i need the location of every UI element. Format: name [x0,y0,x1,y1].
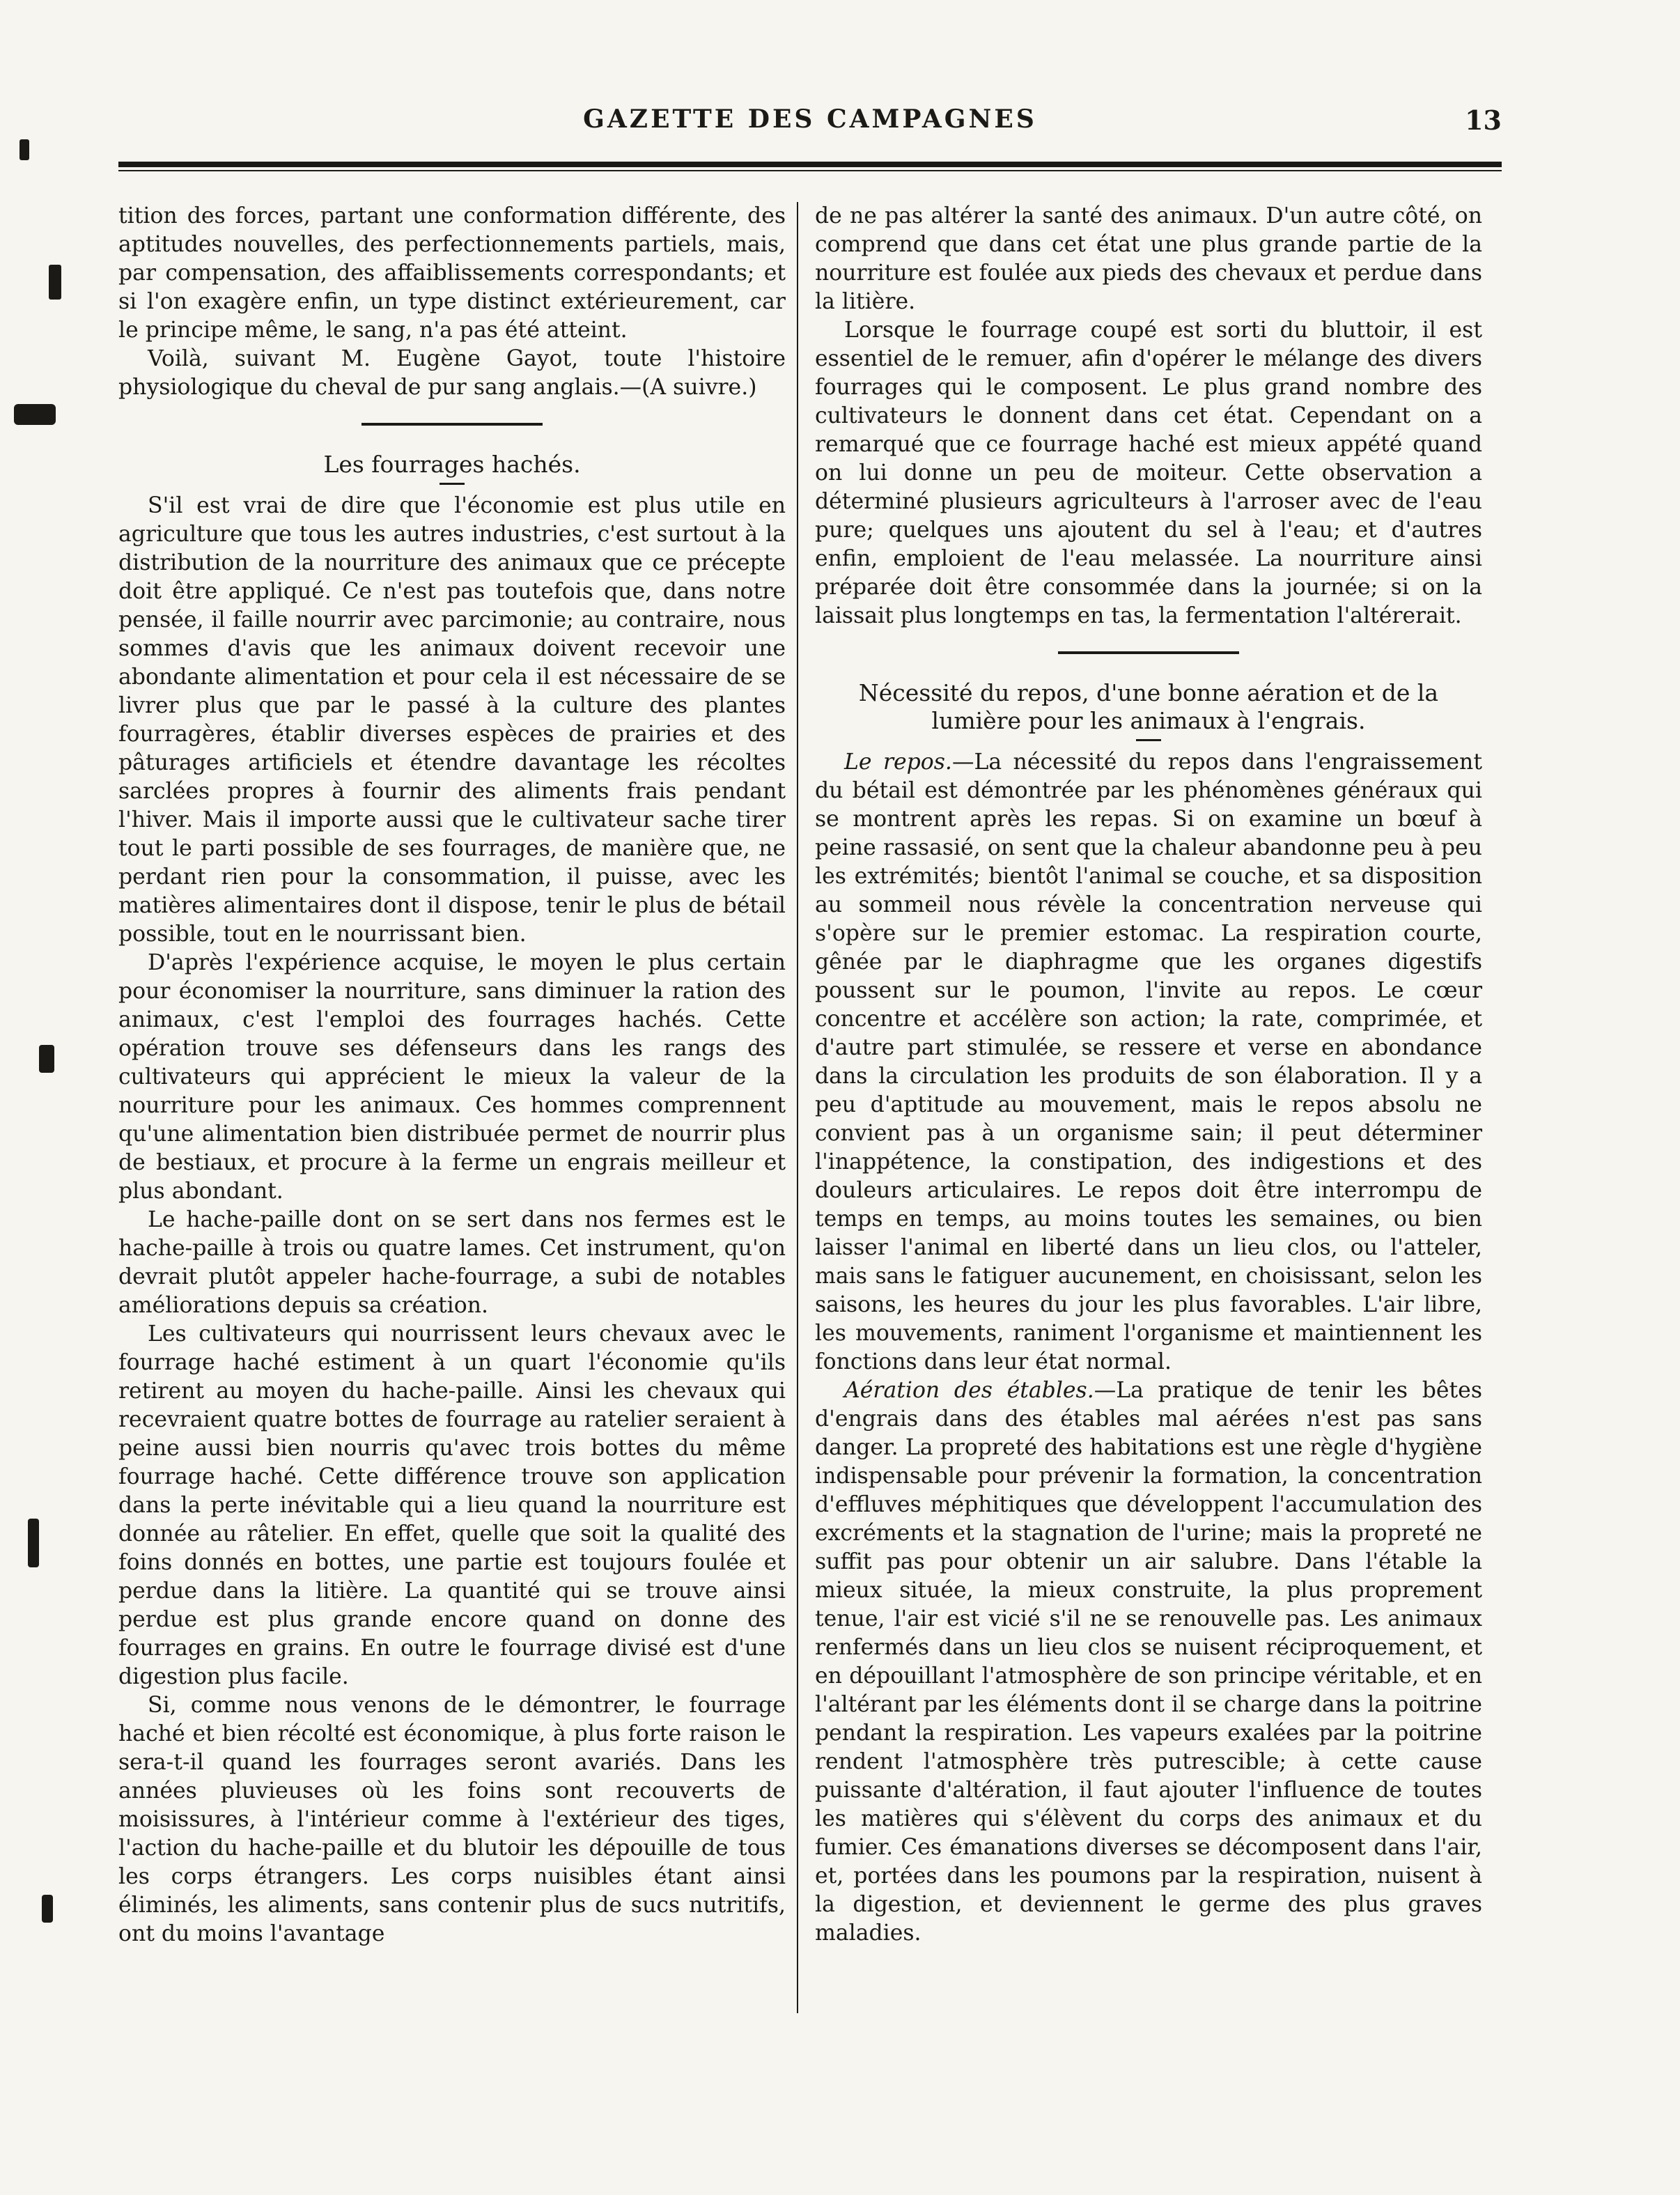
page-number: 13 [1465,104,1502,136]
repos-text: —La nécessité du repos dans l'engraissement du bétail est démontrée par les phénomènes généraux qui se montrent après les repas. Si on examine un bœuf à peine rassasié, on sent que la chaleur abandonne peu à peu les extrémités; bientôt l'animal se couche, et sa disposition au sommeil nous révèle la concentration nerveuse qui s'opère sur le premier estomac. La respiration courte, gênée par le diaphragme que les organes digestifs poussent sur le poumon, l'invite au repos. Le cœur concentre et accélère son action; la rate, comprimée, et d'autre part stimulée, se ressere et verse en abondance dans la circulation les produits de son élaboration. Il y a peu d'aptitude au mouvement, mais le repos absolu ne convient pas à un organisme sain; il peut déterminer l'inappétence, la constipation, des indigestions et des douleurs articulaires. Le repos doit être interrompu de temps en temps, au moins toutes les semaines, ou bien laisser l'animal en liberté dans un lieu clos, ou l'atteler, mais sans le fatiguer aucunement, en choisissant, selon les saisons, les heures du jour les plus favorables. L'air libre, les mouvements, raniment l'organisme et maintiennent les fonctions dans leur état normal. [815,750,1482,1374]
paragraph: Si, comme nous venons de le démontrer, le fourrage haché et bien récolté est économique, à plus forte raison le sera-t-il quand les fourrages seront avariés. Dans les années pluvieuses où les foins sont recouverts de moisissures, à l'intérieur comme à l'extérieur des tiges, l'action du hache-paille et du blutoir les dépouille de tous les corps étrangers. Les corps nuisibles étant ainsi éliminés, les aliments, sans contenir plus de sucs nutritifs, ont du moins l'avantage [118,1693,786,1946]
column-divider [797,202,798,2013]
print-speck [14,404,56,425]
article-title-line2: lumière pour les animaux à l'engrais. [931,707,1366,734]
print-speck [49,265,61,300]
continued-paragraph: de ne pas altérer la santé des animaux. D'un autre côté, on comprend que dans cet état une plus grande partie de la nourriture est foulée aux pieds des chevaux et perdue dans la litière. [815,203,1482,314]
article-title [815,679,1482,735]
article-title-line1: Nécessité du repos, d'une bonne aération et de la [858,679,1439,706]
page-header [118,104,1502,135]
print-speck [20,139,29,160]
paragraph: D'après l'expérience acquise, le moyen le plus certain pour économiser la nourriture, sans diminuer la ration des animaux, c'est l'emploi des fourrages hachés. Cette opération trouve ses défenseurs dans les rangs des cultivateurs qui apprécient le mieux la valeur de la nourriture pour les animaux. Ces hommes comprennent qu'une alimentation bien distribuée permet de nourrir plus de bestiaux, et procure à la ferme un engrais meilleur et plus abondant. [118,950,786,1204]
article-conclusion: Voilà, suivant M. Eugène Gayot, toute l'histoire physiologique du cheval de pur sang anglais.—(A suivre.) [118,346,786,400]
paragraph-aeration [815,1376,1482,1948]
print-speck [28,1519,39,1567]
article-title: Les fourrages hachés. [323,451,581,478]
article-separator [1058,651,1239,654]
subheading-aeration: Aération des étables. [844,1378,1094,1403]
paragraph-repos [815,748,1482,1376]
header-rule-thin [118,170,1502,171]
paragraph: Le hache-paille dont on se sert dans nos fermes est le hache-paille à trois ou quatre lames. Cet instrument, qu'on devrait plutôt appeler hache-fourrage, a subi de notables améliorations depuis sa création. [118,1207,786,1318]
paragraph: Lorsque le fourrage coupé est sorti du bluttoir, il est essentiel de le remuer, afin d'opérer le mélange des divers fourrages qui le composent. Le plus grand nombre des cultivateurs le donnent dans cet état. Cependant on a remarqué que ce fourrage haché est mieux appété quand on lui donne un peu de moiteur. Cette observation a déterminé plusieurs agriculteurs à l'arroser avec de l'eau pure; quelques uns ajoutent du sel à l'eau; et d'autres enfin, emploient de l'eau melassée. La nourriture ainsi préparée doit être consommée dans la journée; si on la laissait plus longtemps en tas, la fermentation l'altérerait. [815,318,1482,628]
header-rule-thick [118,162,1502,167]
title-rule [440,483,465,485]
title-rule [1136,739,1161,741]
article-separator [361,423,543,426]
right-column [815,202,1482,1948]
paragraph: Les cultivateurs qui nourrissent leurs chevaux avec le fourrage haché estiment à un quart l'économie qu'ils retirent au moyen du hache-paille. Ainsi les chevaux qui recevraient quatre bottes de fourrage au ratelier seraient à peine aussi bien nourris qu'avec trois bottes du même fourrage haché. Cette différence trouve son application dans la perte inévitable qui a lieu quand la nourriture est donnée au râtelier. En effet, quelle que soit la qualité des foins donnés en bottes, une partie est toujours foulée et perdue dans la litière. La quantité qui se trouve ainsi perdue est plus grande encore quand on donne des fourrages en grains. En outre le fourrage divisé est d'une digestion plus facile. [118,1321,786,1689]
continued-paragraph: tition des forces, partant une conformation différente, des aptitudes nouvelles, des perfectionnements partiels, mais, par compensation, des affaiblissements correspondants; et si l'on exagère enfin, un type distinct extérieurement, car le principe même, le sang, n'a pas été atteint. [118,203,786,343]
print-speck [42,1895,53,1923]
aeration-text: —La pratique de tenir les bêtes d'engrais dans des étables mal aérées n'est pas sans danger. La propreté des habitations est une règle d'hygiène indispensable pour prévenir la formation, la concentration d'effluves méphitiques que développent l'accumulation des excréments et la stagnation de l'urine; mais la propreté ne suffit pas pour obtenir un air salubre. Dans l'étable la mieux située, la mieux construite, la plus proprement tenue, l'air est vicié s'il ne se renouvelle pas. Les animaux renfermés dans un lieu clos se nuisent réciproquement, et en dépouillant l'atmosphère de son principe véritable, et en l'altérant par les éléments dont il se charge dans la poitrine pendant la respiration. Les vapeurs exalées par la poitrine rendent l'atmosphère très putrescible; à cette cause puissante d'altération, il faut ajouter l'influence de toutes les matières qui s'élèvent du corps des animaux et du fumier. Ces émanations diverses se décomposent dans l'air, et, portées dans les poumons par la respiration, nuisent à la digestion, et deviennent le germe des plus graves maladies. [815,1378,1482,1946]
print-speck [39,1045,54,1073]
left-column [118,202,786,1948]
publication-title: GAZETTE DES CAMPAGNES [583,104,1037,134]
subheading-repos: Le repos. [844,750,952,775]
paragraph: S'il est vrai de dire que l'économie est plus utile en agriculture que tous les autres industries, c'est surtout à la distribution de la nourriture des animaux que ce précepte doit être appliqué. Ce n'est pas toutefois que, dans notre pensée, il faille nourrir avec parcimonie; au contraire, nous sommes d'avis que les animaux doivent recevoir une abondante alimentation et pour cela il est nécessaire de se livrer plus que par le passé à la culture des plantes fourragères, établir diverses espèces de prairies et des pâturages artificiels et étendre davantage les récoltes sarclées propres à fournir des aliments frais pendant l'hiver. Mais il importe aussi que le cultivateur sache tirer tout le parti possible de ses fourrages, de manière que, ne perdant rien pour la consommation, il puisse, avec les matières alimentaires dont il dispose, tenir le plus de bétail possible, tout en le nourrissant bien. [118,493,786,947]
